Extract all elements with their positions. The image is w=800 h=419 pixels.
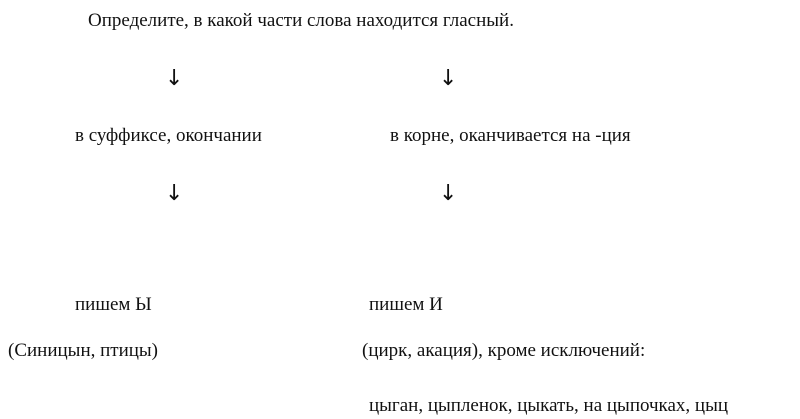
right-examples: (цирк, акация), кроме исключений: [362, 340, 646, 361]
arrow-down-right-2: ↓ [439, 181, 458, 206]
right-condition: в корне, оканчивается на -ция [390, 125, 631, 146]
left-rule: пишем Ы [75, 294, 152, 315]
left-condition: в суффиксе, окончании [75, 125, 262, 146]
right-rule: пишем И [369, 294, 443, 315]
question-text: Определите, в какой части слова находится гласный. [88, 10, 514, 31]
arrow-down-right-1: ↓ [439, 66, 458, 91]
right-exceptions: цыган, цыпленок, цыкать, на цыпочках, цыц [369, 395, 729, 416]
arrow-down-left-1: ↓ [165, 66, 184, 91]
arrow-down-left-2: ↓ [165, 181, 184, 206]
left-examples: (Синицын, птицы) [8, 340, 159, 361]
